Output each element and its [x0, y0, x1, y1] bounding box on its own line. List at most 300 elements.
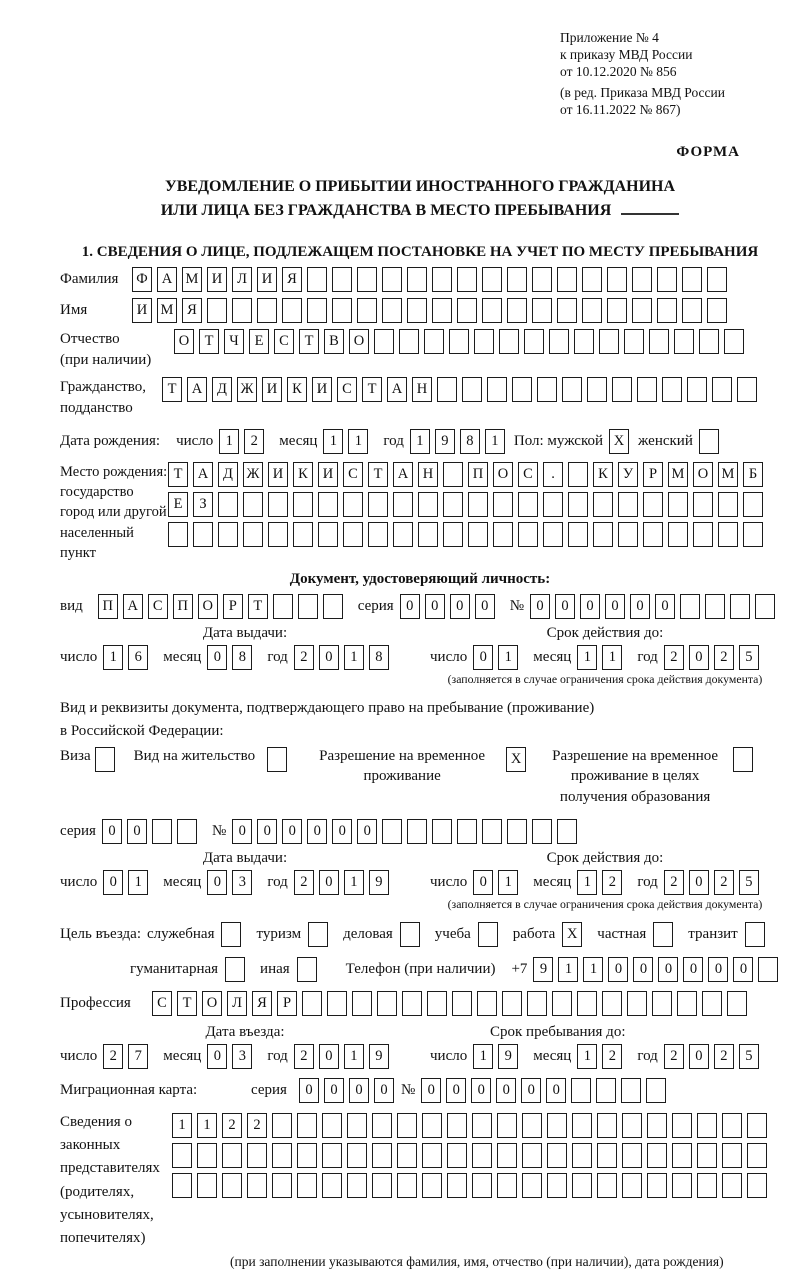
char-box[interactable]	[677, 991, 697, 1016]
char-box[interactable]	[622, 1113, 642, 1138]
char-box[interactable]: И	[312, 377, 332, 402]
char-box[interactable]	[267, 747, 287, 772]
char-box[interactable]: О	[174, 329, 194, 354]
char-box[interactable]: С	[518, 462, 538, 487]
char-box[interactable]: Я	[252, 991, 272, 1016]
char-box[interactable]: 5	[739, 870, 759, 895]
char-box[interactable]	[432, 267, 452, 292]
char-box[interactable]	[627, 991, 647, 1016]
char-box[interactable]	[522, 1173, 542, 1198]
char-box[interactable]: 1	[344, 645, 364, 670]
char-box[interactable]	[352, 991, 372, 1016]
char-box[interactable]	[582, 298, 602, 323]
char-box[interactable]	[597, 1173, 617, 1198]
char-box[interactable]: М	[157, 298, 177, 323]
char-box[interactable]	[472, 1173, 492, 1198]
char-box[interactable]	[347, 1113, 367, 1138]
char-box[interactable]	[422, 1143, 442, 1168]
char-box[interactable]	[571, 1078, 591, 1103]
char-box[interactable]: С	[148, 594, 168, 619]
char-box[interactable]	[343, 522, 363, 547]
char-box[interactable]: Р	[277, 991, 297, 1016]
char-box[interactable]	[672, 1173, 692, 1198]
char-box[interactable]: Р	[223, 594, 243, 619]
char-box[interactable]	[547, 1173, 567, 1198]
char-box[interactable]: 1	[348, 429, 368, 454]
char-box[interactable]	[397, 1113, 417, 1138]
char-box[interactable]	[268, 492, 288, 517]
char-box[interactable]: 0	[421, 1078, 441, 1103]
char-box[interactable]: С	[343, 462, 363, 487]
char-box[interactable]: С	[337, 377, 357, 402]
char-box[interactable]: 0	[708, 957, 728, 982]
char-box[interactable]: 0	[689, 645, 709, 670]
char-box[interactable]: 0	[103, 870, 123, 895]
char-box[interactable]: 0	[689, 1044, 709, 1069]
char-box[interactable]	[722, 1173, 742, 1198]
char-box[interactable]	[572, 1173, 592, 1198]
char-box[interactable]	[572, 1143, 592, 1168]
char-box[interactable]	[95, 747, 115, 772]
char-box[interactable]: Д	[218, 462, 238, 487]
char-box[interactable]	[577, 991, 597, 1016]
char-box[interactable]	[247, 1173, 267, 1198]
char-box[interactable]	[282, 298, 302, 323]
char-box[interactable]	[747, 1173, 767, 1198]
char-box[interactable]: 0	[689, 870, 709, 895]
char-box[interactable]	[543, 522, 563, 547]
char-box[interactable]: 1	[128, 870, 148, 895]
char-box[interactable]	[452, 991, 472, 1016]
char-box[interactable]	[705, 594, 725, 619]
char-box[interactable]: 0	[324, 1078, 344, 1103]
char-box[interactable]	[643, 492, 663, 517]
char-box[interactable]	[447, 1113, 467, 1138]
char-box[interactable]: 0	[282, 819, 302, 844]
char-box[interactable]	[622, 1143, 642, 1168]
char-box[interactable]	[697, 1143, 717, 1168]
char-box[interactable]	[273, 594, 293, 619]
char-box[interactable]	[653, 922, 673, 947]
char-box[interactable]: Т	[199, 329, 219, 354]
char-box[interactable]: Б	[743, 462, 763, 487]
char-box[interactable]	[243, 492, 263, 517]
char-box[interactable]: 9	[533, 957, 553, 982]
char-box[interactable]: 2	[103, 1044, 123, 1069]
char-box[interactable]	[632, 298, 652, 323]
char-box[interactable]: 0	[446, 1078, 466, 1103]
char-box[interactable]	[643, 522, 663, 547]
char-box[interactable]	[293, 492, 313, 517]
char-box[interactable]: О	[202, 991, 222, 1016]
char-box[interactable]	[672, 1143, 692, 1168]
char-box[interactable]	[307, 267, 327, 292]
char-box[interactable]	[599, 329, 619, 354]
char-box[interactable]	[472, 1113, 492, 1138]
char-box[interactable]: 0	[683, 957, 703, 982]
char-box[interactable]: 0	[580, 594, 600, 619]
char-box[interactable]	[518, 522, 538, 547]
char-box[interactable]: В	[324, 329, 344, 354]
char-box[interactable]	[607, 267, 627, 292]
char-box[interactable]: А	[393, 462, 413, 487]
char-box[interactable]	[493, 492, 513, 517]
char-box[interactable]	[372, 1113, 392, 1138]
char-box[interactable]	[737, 377, 757, 402]
char-box[interactable]	[322, 1113, 342, 1138]
char-box[interactable]	[307, 298, 327, 323]
char-box[interactable]: М	[668, 462, 688, 487]
char-box[interactable]: 0	[319, 870, 339, 895]
char-box[interactable]	[482, 819, 502, 844]
char-box[interactable]: К	[293, 462, 313, 487]
char-box[interactable]: 0	[232, 819, 252, 844]
char-box[interactable]: 2	[294, 870, 314, 895]
char-box[interactable]	[302, 991, 322, 1016]
char-box[interactable]: К	[593, 462, 613, 487]
char-box[interactable]: Л	[232, 267, 252, 292]
char-box[interactable]: 1	[197, 1113, 217, 1138]
char-box[interactable]	[497, 1113, 517, 1138]
char-box[interactable]	[612, 377, 632, 402]
char-box[interactable]	[497, 1173, 517, 1198]
char-box[interactable]: С	[152, 991, 172, 1016]
char-box[interactable]: 1	[558, 957, 578, 982]
char-box[interactable]	[462, 377, 482, 402]
char-box[interactable]: 2	[222, 1113, 242, 1138]
char-box[interactable]: 2	[714, 645, 734, 670]
char-box[interactable]	[347, 1173, 367, 1198]
char-box[interactable]: С	[274, 329, 294, 354]
char-box[interactable]	[724, 329, 744, 354]
char-box[interactable]	[418, 522, 438, 547]
char-box[interactable]	[699, 329, 719, 354]
char-box[interactable]	[393, 492, 413, 517]
char-box[interactable]: О	[198, 594, 218, 619]
char-box[interactable]	[400, 922, 420, 947]
char-box[interactable]: 8	[232, 645, 252, 670]
char-box[interactable]	[222, 1173, 242, 1198]
char-box[interactable]	[422, 1173, 442, 1198]
char-box[interactable]: Т	[362, 377, 382, 402]
char-box[interactable]	[268, 522, 288, 547]
char-box[interactable]	[532, 819, 552, 844]
char-box[interactable]: О	[693, 462, 713, 487]
char-box[interactable]: 0	[400, 594, 420, 619]
char-box[interactable]	[377, 991, 397, 1016]
char-box[interactable]	[468, 522, 488, 547]
char-box[interactable]	[397, 1173, 417, 1198]
char-box[interactable]: Ч	[224, 329, 244, 354]
char-box[interactable]: Р	[643, 462, 663, 487]
char-box[interactable]: 1	[577, 870, 597, 895]
char-box[interactable]	[493, 522, 513, 547]
char-box[interactable]	[727, 991, 747, 1016]
char-box[interactable]	[702, 991, 722, 1016]
char-box[interactable]: 0	[374, 1078, 394, 1103]
char-box[interactable]	[482, 267, 502, 292]
char-box[interactable]	[593, 522, 613, 547]
char-box[interactable]	[712, 377, 732, 402]
char-box[interactable]: 2	[294, 645, 314, 670]
char-box[interactable]	[537, 377, 557, 402]
char-box[interactable]	[322, 1173, 342, 1198]
char-box[interactable]	[457, 298, 477, 323]
char-box[interactable]	[318, 492, 338, 517]
char-box[interactable]	[687, 377, 707, 402]
char-box[interactable]: И	[268, 462, 288, 487]
char-box[interactable]	[568, 522, 588, 547]
char-box[interactable]	[522, 1143, 542, 1168]
char-box[interactable]: З	[193, 492, 213, 517]
char-box[interactable]: Ж	[243, 462, 263, 487]
char-box[interactable]	[272, 1143, 292, 1168]
char-box[interactable]: 0	[555, 594, 575, 619]
char-box[interactable]: 2	[714, 1044, 734, 1069]
char-box[interactable]	[382, 819, 402, 844]
char-box[interactable]	[647, 1143, 667, 1168]
char-box[interactable]	[298, 594, 318, 619]
char-box[interactable]	[718, 492, 738, 517]
char-box[interactable]	[547, 1113, 567, 1138]
char-box[interactable]	[177, 819, 197, 844]
char-box[interactable]: Д	[212, 377, 232, 402]
char-box[interactable]	[668, 522, 688, 547]
char-box[interactable]: Е	[249, 329, 269, 354]
char-box[interactable]	[682, 267, 702, 292]
char-box[interactable]	[407, 819, 427, 844]
char-box[interactable]	[747, 1143, 767, 1168]
char-box[interactable]	[722, 1143, 742, 1168]
char-box[interactable]	[472, 1143, 492, 1168]
char-box[interactable]	[332, 298, 352, 323]
char-box[interactable]: 0	[127, 819, 147, 844]
char-box[interactable]	[474, 329, 494, 354]
char-box[interactable]: 9	[435, 429, 455, 454]
char-box[interactable]	[372, 1173, 392, 1198]
char-box[interactable]	[574, 329, 594, 354]
char-box[interactable]	[743, 492, 763, 517]
char-box[interactable]	[518, 492, 538, 517]
char-box[interactable]	[197, 1173, 217, 1198]
char-box[interactable]: 1	[103, 645, 123, 670]
char-box[interactable]	[646, 1078, 666, 1103]
char-box[interactable]	[443, 522, 463, 547]
char-box[interactable]	[597, 1113, 617, 1138]
char-box[interactable]: 0	[733, 957, 753, 982]
char-box[interactable]: 0	[633, 957, 653, 982]
char-box[interactable]	[568, 462, 588, 487]
char-box[interactable]: 6	[128, 645, 148, 670]
char-box[interactable]: 0	[546, 1078, 566, 1103]
char-box[interactable]	[562, 377, 582, 402]
char-box[interactable]: 2	[244, 429, 264, 454]
char-box[interactable]	[597, 1143, 617, 1168]
char-box[interactable]	[482, 298, 502, 323]
char-box[interactable]	[357, 298, 377, 323]
char-box[interactable]	[507, 298, 527, 323]
char-box[interactable]: 0	[473, 870, 493, 895]
char-box[interactable]	[512, 377, 532, 402]
char-box[interactable]: 1	[498, 645, 518, 670]
char-box[interactable]: 0	[521, 1078, 541, 1103]
char-box[interactable]	[372, 1143, 392, 1168]
char-box[interactable]: П	[468, 462, 488, 487]
char-box[interactable]	[747, 1113, 767, 1138]
char-box[interactable]	[393, 522, 413, 547]
char-box[interactable]	[582, 267, 602, 292]
char-box[interactable]: 1	[583, 957, 603, 982]
char-box[interactable]	[680, 594, 700, 619]
char-box[interactable]	[557, 267, 577, 292]
char-box[interactable]	[502, 991, 522, 1016]
char-box[interactable]: У	[618, 462, 638, 487]
char-box[interactable]: 0	[207, 870, 227, 895]
char-box[interactable]	[618, 492, 638, 517]
char-box[interactable]	[207, 298, 227, 323]
char-box[interactable]	[657, 298, 677, 323]
char-box[interactable]	[532, 298, 552, 323]
char-box[interactable]	[225, 957, 245, 982]
char-box[interactable]: Т	[162, 377, 182, 402]
char-box[interactable]: П	[98, 594, 118, 619]
char-box[interactable]	[693, 492, 713, 517]
char-box[interactable]	[443, 492, 463, 517]
char-box[interactable]	[707, 267, 727, 292]
char-box[interactable]: А	[187, 377, 207, 402]
char-box[interactable]: 2	[602, 870, 622, 895]
char-box[interactable]	[197, 1143, 217, 1168]
char-box[interactable]: Ж	[237, 377, 257, 402]
char-box[interactable]	[218, 522, 238, 547]
char-box[interactable]	[368, 522, 388, 547]
char-box[interactable]: 0	[630, 594, 650, 619]
char-box[interactable]	[347, 1143, 367, 1168]
char-box[interactable]	[672, 1113, 692, 1138]
char-box[interactable]: О	[493, 462, 513, 487]
char-box[interactable]: П	[173, 594, 193, 619]
char-box[interactable]: Я	[182, 298, 202, 323]
char-box[interactable]	[297, 1173, 317, 1198]
char-box[interactable]	[468, 492, 488, 517]
char-box[interactable]	[718, 522, 738, 547]
char-box[interactable]: 9	[498, 1044, 518, 1069]
char-box[interactable]	[549, 329, 569, 354]
char-box[interactable]: Я	[282, 267, 302, 292]
char-box[interactable]	[487, 377, 507, 402]
char-box[interactable]	[172, 1143, 192, 1168]
char-box[interactable]: X	[562, 922, 582, 947]
char-box[interactable]	[682, 298, 702, 323]
char-box[interactable]	[755, 594, 775, 619]
char-box[interactable]: 0	[257, 819, 277, 844]
char-box[interactable]	[758, 957, 778, 982]
char-box[interactable]	[649, 329, 669, 354]
char-box[interactable]: Т	[299, 329, 319, 354]
char-box[interactable]	[596, 1078, 616, 1103]
char-box[interactable]	[497, 1143, 517, 1168]
char-box[interactable]	[427, 991, 447, 1016]
char-box[interactable]	[424, 329, 444, 354]
char-box[interactable]	[357, 267, 377, 292]
char-box[interactable]: 2	[664, 1044, 684, 1069]
char-box[interactable]	[622, 1173, 642, 1198]
char-box[interactable]	[602, 991, 622, 1016]
char-box[interactable]	[443, 462, 463, 487]
char-box[interactable]: 8	[369, 645, 389, 670]
char-box[interactable]: 0	[658, 957, 678, 982]
char-box[interactable]	[368, 492, 388, 517]
char-box[interactable]	[447, 1173, 467, 1198]
char-box[interactable]: 0	[605, 594, 625, 619]
char-box[interactable]: 0	[319, 645, 339, 670]
char-box[interactable]: 1	[602, 645, 622, 670]
char-box[interactable]	[557, 298, 577, 323]
char-box[interactable]	[407, 298, 427, 323]
char-box[interactable]: 1	[577, 1044, 597, 1069]
char-box[interactable]	[593, 492, 613, 517]
char-box[interactable]: 1	[344, 1044, 364, 1069]
char-box[interactable]: 2	[664, 870, 684, 895]
char-box[interactable]	[152, 819, 172, 844]
char-box[interactable]	[247, 1143, 267, 1168]
char-box[interactable]: 5	[739, 645, 759, 670]
char-box[interactable]	[297, 1113, 317, 1138]
char-box[interactable]: 0	[473, 645, 493, 670]
char-box[interactable]	[297, 1143, 317, 1168]
char-box[interactable]	[733, 747, 753, 772]
char-box[interactable]: 1	[219, 429, 239, 454]
char-box[interactable]: А	[123, 594, 143, 619]
char-box[interactable]: А	[387, 377, 407, 402]
char-box[interactable]: 0	[496, 1078, 516, 1103]
char-box[interactable]: 0	[530, 594, 550, 619]
char-box[interactable]	[293, 522, 313, 547]
char-box[interactable]: 1	[172, 1113, 192, 1138]
char-box[interactable]: 1	[410, 429, 430, 454]
char-box[interactable]	[532, 267, 552, 292]
char-box[interactable]: 1	[323, 429, 343, 454]
char-box[interactable]	[587, 377, 607, 402]
char-box[interactable]	[449, 329, 469, 354]
char-box[interactable]	[257, 298, 277, 323]
char-box[interactable]	[618, 522, 638, 547]
char-box[interactable]	[172, 1173, 192, 1198]
char-box[interactable]: И	[318, 462, 338, 487]
char-box[interactable]: 0	[425, 594, 445, 619]
char-box[interactable]	[272, 1173, 292, 1198]
char-box[interactable]: Ф	[132, 267, 152, 292]
char-box[interactable]: И	[257, 267, 277, 292]
char-box[interactable]: 7	[128, 1044, 148, 1069]
char-box[interactable]	[457, 267, 477, 292]
char-box[interactable]	[272, 1113, 292, 1138]
char-box[interactable]: Т	[177, 991, 197, 1016]
char-box[interactable]: 1	[473, 1044, 493, 1069]
char-box[interactable]: А	[193, 462, 213, 487]
char-box[interactable]	[745, 922, 765, 947]
char-box[interactable]	[730, 594, 750, 619]
char-box[interactable]	[221, 922, 241, 947]
char-box[interactable]	[527, 991, 547, 1016]
char-box[interactable]: 0	[207, 645, 227, 670]
char-box[interactable]: 0	[471, 1078, 491, 1103]
char-box[interactable]	[647, 1113, 667, 1138]
char-box[interactable]: X	[506, 747, 526, 772]
char-box[interactable]	[297, 957, 317, 982]
char-box[interactable]: 0	[475, 594, 495, 619]
char-box[interactable]	[477, 991, 497, 1016]
